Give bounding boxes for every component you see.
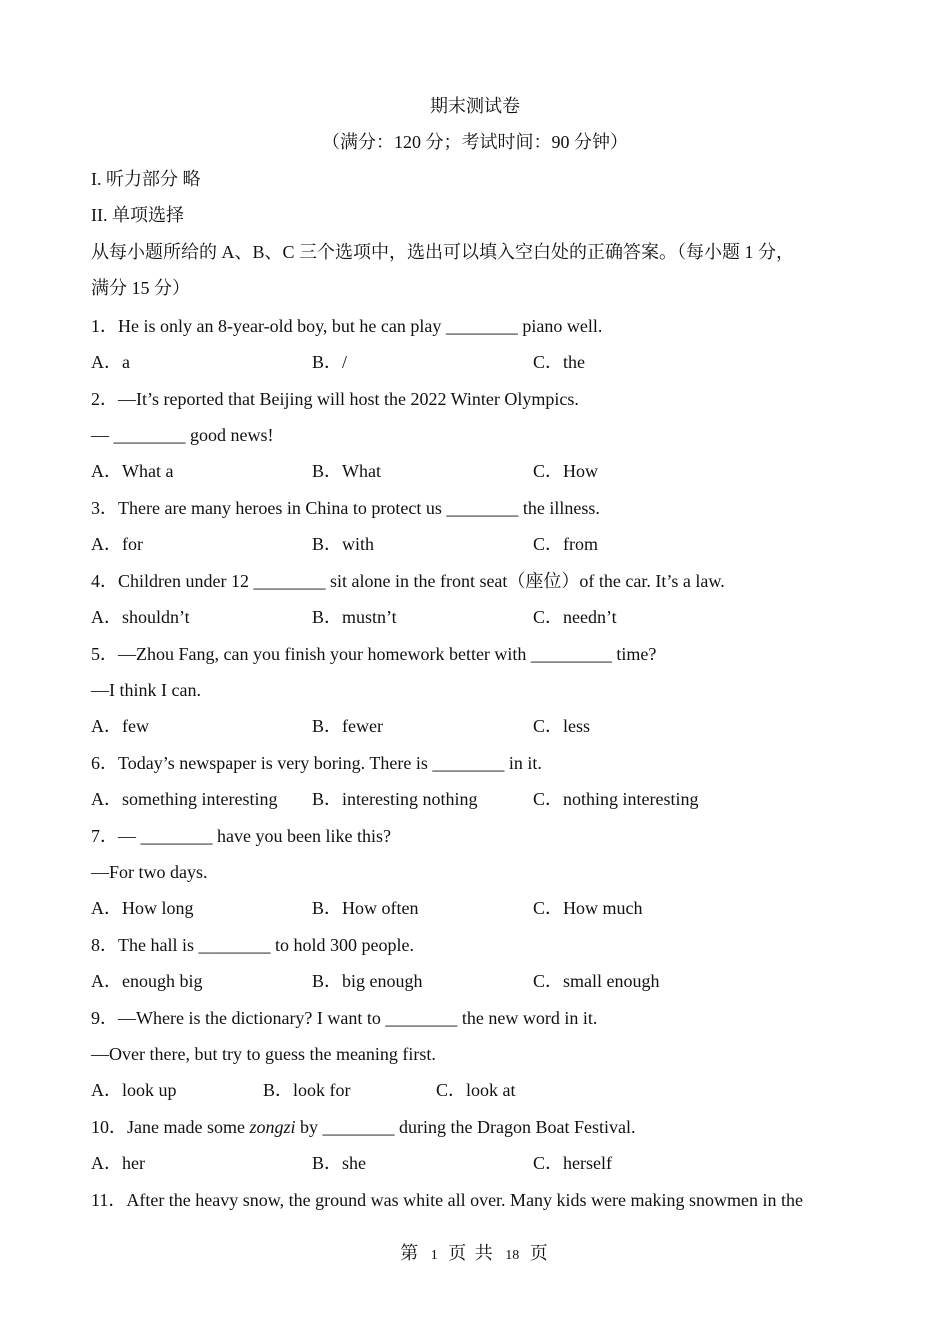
- total-page-count: 18: [505, 1248, 520, 1263]
- stem-text: 10．Jane made some: [91, 1117, 250, 1137]
- option-b: B．mustn’t: [312, 607, 397, 627]
- question-stem: — ________ good news!: [91, 425, 274, 445]
- footer-text: 第: [400, 1243, 421, 1263]
- section-listening: I. 听力部分 略: [91, 169, 201, 189]
- option-a: A．How long: [91, 898, 194, 918]
- option-c: C．herself: [533, 1153, 612, 1173]
- page-title: 期末测试卷: [430, 96, 520, 116]
- question-stem: 11．After the heavy snow, the ground was white all over. Many kids were making snowmen in the: [91, 1190, 804, 1210]
- option-b: B．big enough: [312, 971, 423, 991]
- instruction-line: 从每小题所给的 A、B、C 三个选项中，选出可以填入空白处的正确答案。（每小题 1 分，: [91, 242, 795, 262]
- stem-italic-word: zongzi: [249, 1117, 296, 1137]
- footer-text: 页 共: [448, 1243, 495, 1263]
- question-stem: 8．The hall is ________ to hold 300 people.: [91, 935, 414, 955]
- question-stem: —I think I can.: [91, 680, 201, 700]
- page-footer: [0, 1241, 950, 1268]
- option-c: C．from: [533, 534, 598, 554]
- question-stem: 5．—Zhou Fang, can you finish your homework better with _________ time?: [91, 644, 657, 664]
- option-a: A．What a: [91, 461, 174, 481]
- question-stem: 2．—It’s reported that Beijing will host the 2022 Winter Olympics.: [91, 389, 579, 409]
- option-a: A．look up: [91, 1080, 177, 1100]
- question-stem: [91, 1115, 635, 1139]
- current-page-number: 1: [430, 1248, 438, 1263]
- question-stem: 7．— ________ have you been like this?: [91, 826, 391, 846]
- question-stem: —For two days.: [91, 862, 208, 882]
- option-b: B．How often: [312, 898, 419, 918]
- question-stem: 9．—Where is the dictionary? I want to ________ the new word in it.: [91, 1008, 598, 1028]
- question-stem: —Over there, but try to guess the meaning first.: [91, 1044, 436, 1064]
- question-stem: 3．There are many heroes in China to protect us ________ the illness.: [91, 498, 600, 518]
- option-a: A．few: [91, 716, 149, 736]
- option-c: C．look at: [436, 1080, 516, 1100]
- option-b: B．she: [312, 1153, 366, 1173]
- option-b: B．with: [312, 534, 375, 554]
- option-a: A．something interesting: [91, 789, 278, 809]
- option-c: C．How: [533, 461, 599, 481]
- option-a: A．her: [91, 1153, 145, 1173]
- footer-text: 页: [529, 1243, 550, 1263]
- instruction-line: 满分 15 分）: [91, 278, 190, 298]
- page-subtitle: （满分：120 分；考试时间：90 分钟）: [322, 132, 628, 152]
- option-b: B．look for: [263, 1080, 351, 1100]
- option-c: C．needn’t: [533, 607, 617, 627]
- question-stem: 6．Today’s newspaper is very boring. There is ________ in it.: [91, 753, 542, 773]
- section-single-choice: II. 单项选择: [91, 205, 184, 225]
- option-b: B．/: [312, 352, 348, 372]
- stem-text: by ________ during the Dragon Boat Festival.: [295, 1117, 636, 1137]
- option-a: A．for: [91, 534, 143, 554]
- option-c: C．the: [533, 352, 585, 372]
- question-stem: 1．He is only an 8-year-old boy, but he can play ________ piano well.: [91, 316, 603, 336]
- option-b: B．What: [312, 461, 381, 481]
- option-b: B．interesting nothing: [312, 789, 478, 809]
- option-c: C．small enough: [533, 971, 660, 991]
- option-b: B．fewer: [312, 716, 383, 736]
- option-a: A．enough big: [91, 971, 203, 991]
- option-c: C．How much: [533, 898, 643, 918]
- option-c: C．nothing interesting: [533, 789, 699, 809]
- option-a: A．shouldn’t: [91, 607, 190, 627]
- option-a: A．a: [91, 352, 130, 372]
- question-stem: 4．Children under 12 ________ sit alone in the front seat（座位）of the car. It’s a law.: [91, 571, 725, 591]
- option-c: C．less: [533, 716, 591, 736]
